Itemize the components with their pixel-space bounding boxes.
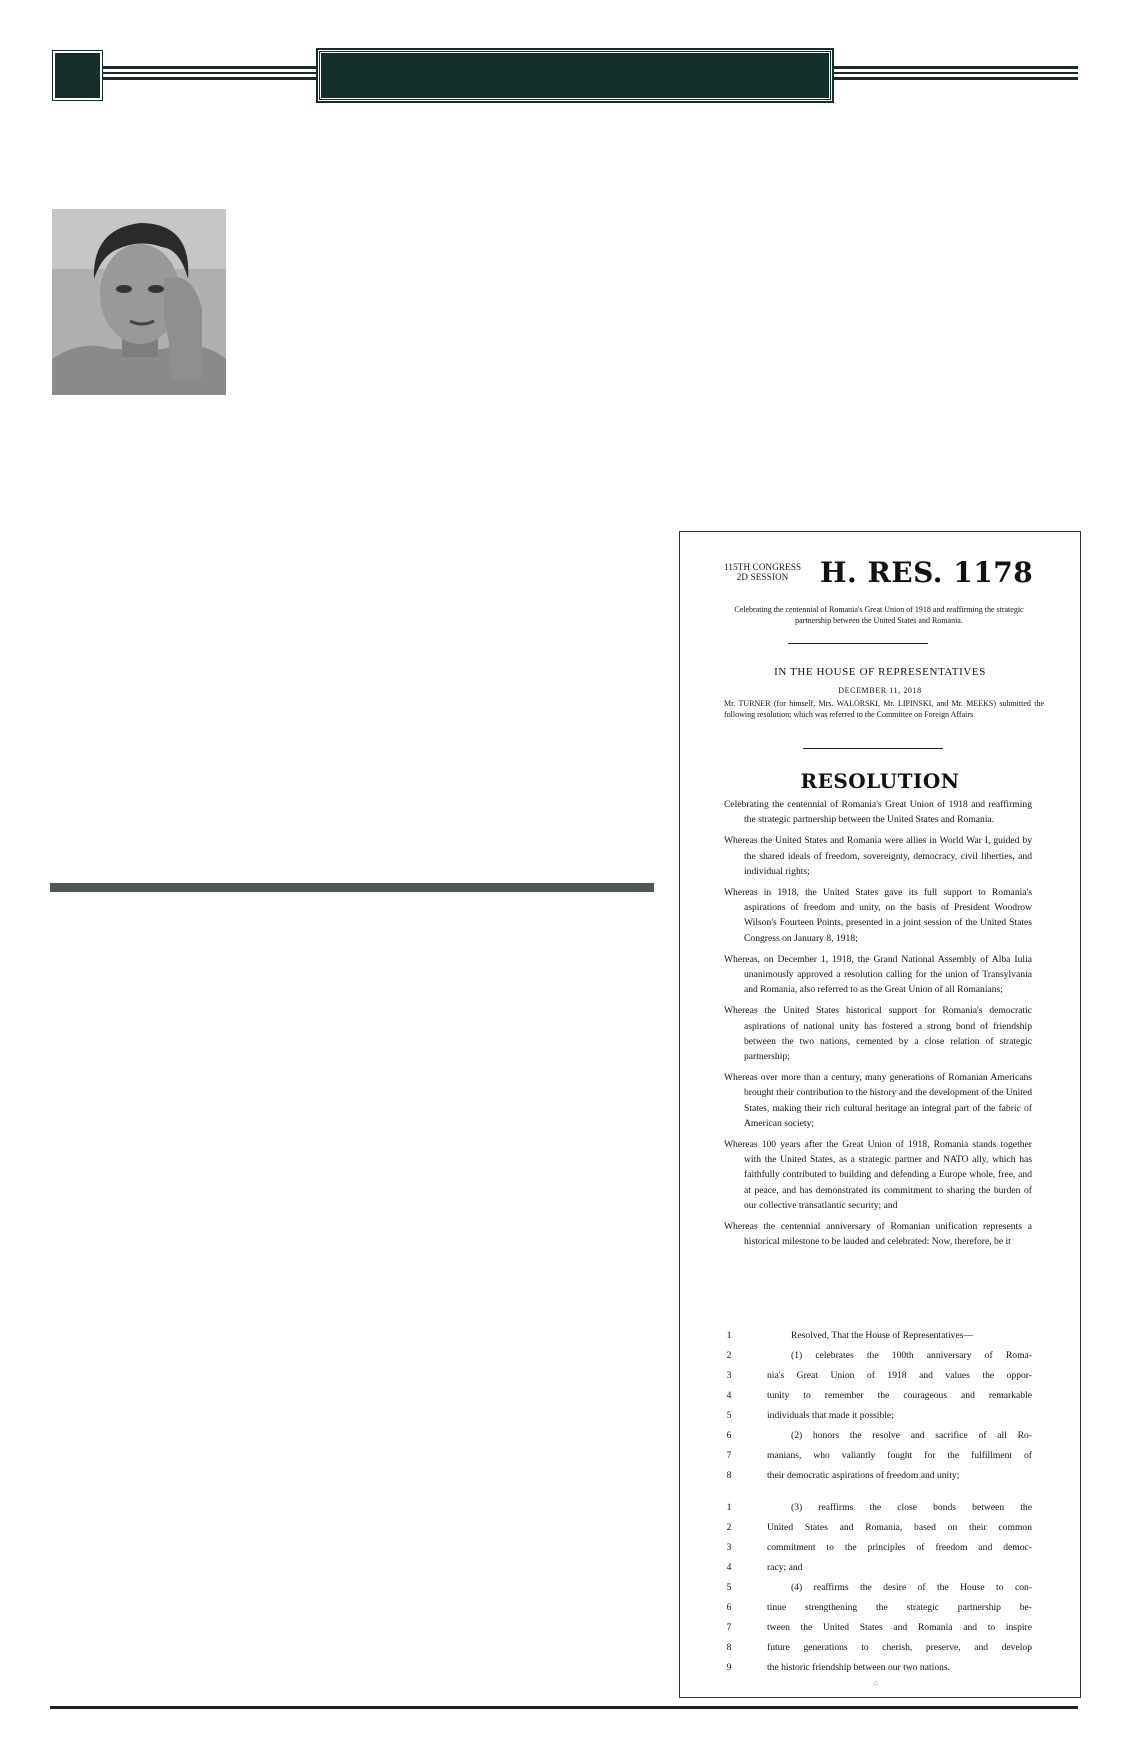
numbered-line: 8 their democratic aspirations of freedom and unity;	[726, 1470, 960, 1481]
numbered-line: 1 (3) reaffirms the close bonds between the	[726, 1502, 1032, 1513]
section-divider	[50, 883, 654, 892]
whereas-clause: Whereas 100 years after the Great Union of 1918, Romania stands together with the United States, as a strategic partner and NATO ally, which has faithfully contributed to building and defending a Europe whole, free, and at peace, and has demonstrated its commitment to sharing the burden of our collective transatlantic security; and	[724, 1139, 1032, 1211]
whereas-clause: Whereas the centennial anniversary of Romanian unification represents a historical milestone to be lauded and celebrated: Now, therefore, be it	[724, 1221, 1032, 1248]
resolution-date: DECEMBER 11, 2018	[838, 686, 922, 695]
whereas-clause: Whereas over more than a century, many generations of Romanian Americans brought their contribution to the history and the development of the United States, making their rich cultural heritage an integral part of the fabric of American society;	[724, 1072, 1032, 1129]
author-portrait	[52, 209, 226, 395]
numbered-line: 3 nia's Great Union of 1918 and values the oppor-	[726, 1370, 1032, 1381]
numbered-line: 5 (4) reaffirms the desire of the House to con-	[726, 1582, 1032, 1593]
numbered-line: 5 individuals that made it possible;	[726, 1410, 894, 1421]
numbered-line: 1 Resolved, That the House of Representatives—	[726, 1330, 974, 1341]
rule	[788, 643, 928, 644]
resolved-lines-a	[724, 1326, 1032, 1486]
whereas-clause: Whereas the United States historical support for Romania's democratic aspirations of national unity has fostered a strong bond of friendship between the two nations, cemented by a close relation of strategic partnership;	[724, 1005, 1032, 1063]
resolution-body	[724, 797, 1032, 1255]
numbered-line: 2 (1) celebrates the 100th anniversary of Roma-	[726, 1350, 1032, 1361]
rule	[803, 748, 943, 749]
house-heading: IN THE HOUSE OF REPRESENTATIVES	[774, 666, 986, 678]
numbered-line: 2 United States and Romania, based on their common	[726, 1522, 1032, 1533]
numbered-line: 4 tunity to remember the courageous and remarkable	[726, 1390, 1032, 1401]
resolution-title: RESOLUTION	[800, 769, 960, 793]
resolution-document	[679, 531, 1081, 1698]
numbered-line: 6 (2) honors the resolve and sacrifice of all Ro-	[726, 1430, 1032, 1441]
bill-number: H. RES. 1178	[820, 556, 1034, 589]
purpose-paragraph: Celebrating the centennial of Romania's Great Union of 1918 and reaffirming the strategic partnership between the United States and Romania.	[724, 799, 1032, 826]
whereas-clause: Whereas the United States and Romania were allies in World War I, guided by the shared ideals of freedom, sovereignty, democracy, civil liberties, and individual rights;	[724, 835, 1032, 877]
sponsor-text: Mr. TURNER (for himself, Mrs. WALORSKI, Mr. LIPINSKI, and Mr. MEEKS) submitted the following resolution; which was referred to the Committee on Foreign Affairs	[724, 699, 1044, 719]
numbered-line: 8 future generations to cherish, preserve, and develop	[726, 1642, 1032, 1653]
page-mark: ○	[873, 1678, 879, 1688]
whereas-clause: Whereas, on December 1, 1918, the Grand National Assembly of Alba Iulia unanimously approved a resolution calling for the union of Transylvania and Romania, also referred to as the Great Union of all Romanians;	[724, 953, 1032, 996]
numbered-line: 9 the historic friendship between our two nations.	[726, 1662, 951, 1673]
header-title-box	[318, 50, 832, 101]
numbered-line: 4 racy; and	[726, 1562, 803, 1573]
numbered-line: 7 tween the United States and Romania and to inspire	[726, 1622, 1032, 1633]
resolved-lines-b	[724, 1498, 1032, 1678]
congress-session: 115TH CONGRESS 2D SESSION	[724, 562, 802, 582]
numbered-line: 6 tinue strengthening the strategic partnership be-	[726, 1602, 1032, 1613]
header-square	[52, 50, 103, 101]
bill-subtitle: Celebrating the centennial of Romania's Great Union of 1918 and reaffirming the strategic partnership between the United States and Romania.	[734, 605, 1024, 625]
whereas-clause: Whereas in 1918, the United States gave its full support to Romania's aspirations of freedom and unity, on the basis of President Woodrow Wilson's Fourteen Points, presented in a joint session of the United States Congress on January 8, 1918;	[724, 887, 1032, 944]
bottom-rule	[50, 1706, 1078, 1709]
numbered-line: 3 commitment to the principles of freedom and democ-	[726, 1542, 1032, 1553]
numbered-line: 7 manians, who valiantly fought for the fulfillment of	[726, 1450, 1032, 1461]
